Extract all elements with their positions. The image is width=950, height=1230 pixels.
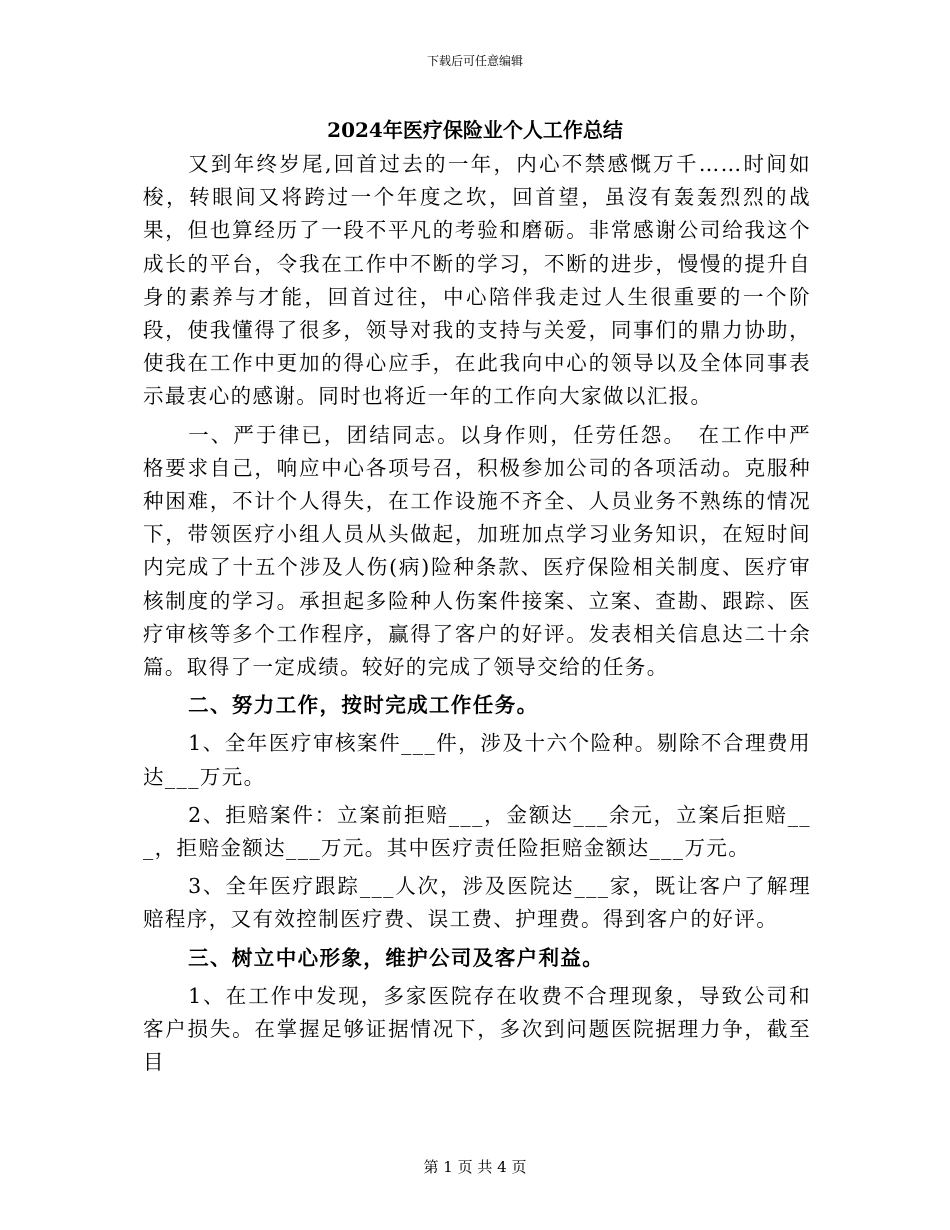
paragraph-item-2-1: 1、全年医疗审核案件___件，涉及十六个险种。剔除不合理费用达___万元。: [143, 731, 811, 789]
paragraph-section-1: 一、严于律已，团结同志。以身作则，任劳任怨。 在工作中严格要求自己，响应中心各项号召，积极参加公司的各项活动。克服种种困难，不计个人得失，在工作设施不齐全、人员业务不熟练的情况下，带领医疗小组人员从头做起，加班加点学习业务知识，在短时间内完成了十五个涉及人伤(病)险种条款、医疗保险相关制度、医疗审核制度的学习。承担起多险种人伤案件接案、立案、查勘、跟踪、医疗审核等多个工作程序，赢得了客户的好评。发表相关信息达二十余篇。取得了一定成绩。较好的完成了领导交给的任务。: [143, 422, 811, 680]
paragraph-intro: 又到年终岁尾,回首过去的一年，内心不禁感慨万千……时间如梭，转眼间又将跨过一个年度之坎，回首望，虽沒有轰轰烈烈的战果，但也算经历了一段不平凡的考验和磨砺。非常感谢公司给我这个成长的平台，令我在工作中不断的学习，不断的进步，慢慢的提升自身的素养与才能，回首过往，中心陪伴我走过人生很重要的一个阶段，使我懂得了很多，领导对我的支持与关爱，同事们的鼎力协助，使我在工作中更加的得心应手，在此我向中心的领导以及全体同事表示最衷心的感谢。同时也将近一年的工作向大家做以汇报。: [143, 152, 811, 409]
document-title: 2024年医疗保险业个人工作总结: [327, 118, 623, 142]
page-number-footer: 第 1 页 共 4 页: [423, 1158, 527, 1176]
document-body: [143, 148, 811, 1079]
section-heading-3: 三、树立中心形象，维护公司及客户利益。: [188, 945, 605, 970]
section-heading-2: 二、努力工作，按时完成工作任务。: [188, 693, 539, 718]
paragraph-item-2-2: 2、拒赔案件：立案前拒赔___，金额达___余元，立案后拒赔___，拒赔金额达___万元。其中医疗责任险拒赔金额达___万元。: [143, 802, 811, 861]
page-header-note: 下载后可任意编辑: [426, 54, 523, 68]
paragraph-item-2-3: 3、全年医疗跟踪___人次，涉及医院达___家，既让客户了解理赔程序，又有效控制医疗费、误工费、护理费。得到客户的好评。: [143, 874, 811, 932]
paragraph-item-3-1: 1、在工作中发现，多家医院存在收费不合理现象，导致公司和客户损失。在掌握足够证据情况下，多次到问题医院据理力争，截至目: [143, 983, 811, 1075]
